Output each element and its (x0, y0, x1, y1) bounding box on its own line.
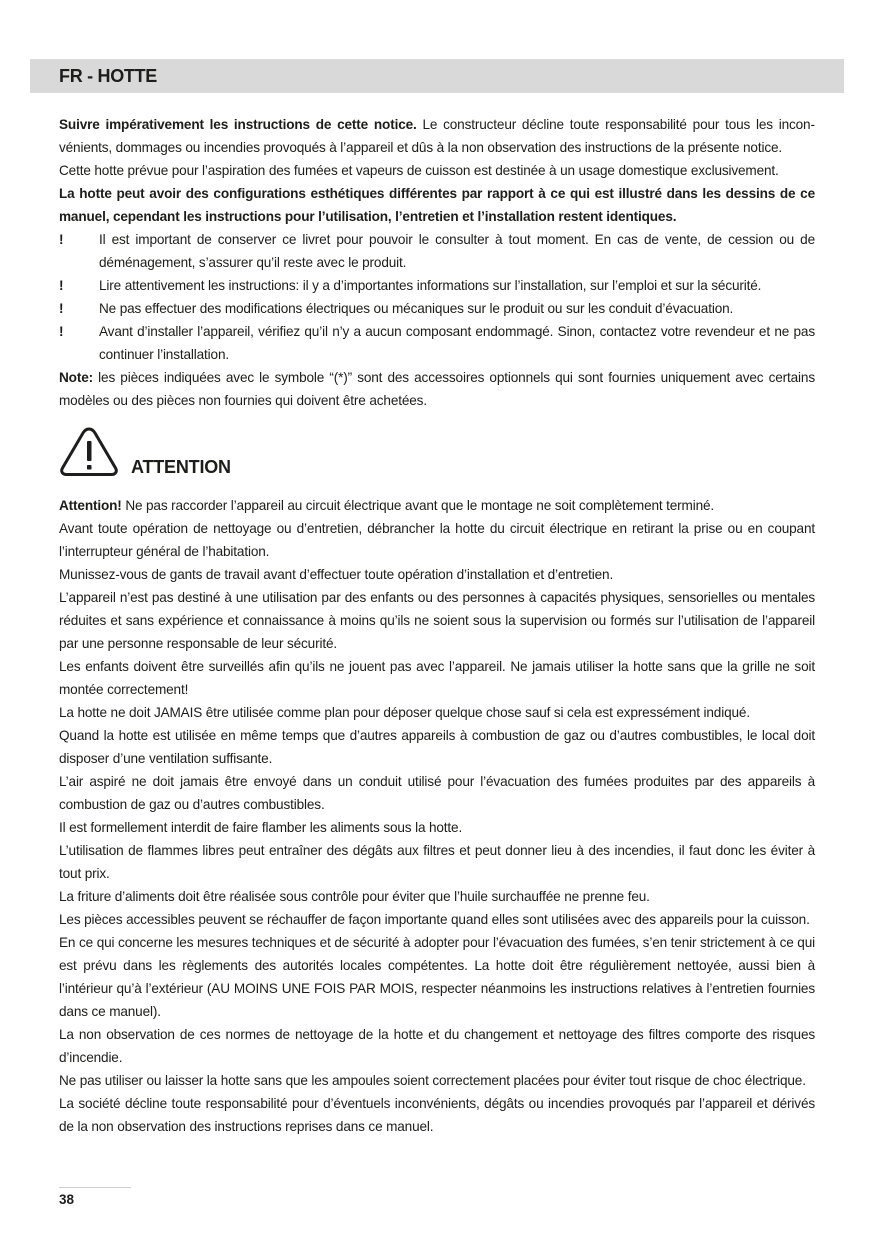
warning-text: Ne pas effectuer des modifications électriques ou mécaniques sur le produit ou sur les conduit d’évacuation. (99, 301, 734, 316)
exclamation-icon: ! (59, 324, 64, 339)
attention-paragraph: Quand la hotte est utilisée en même temps que d’autres appareils à combustion de gaz ou d’autres combustibles, le local doit disposer d’une ventilation suffisante. (59, 728, 815, 766)
exclamation-icon: ! (59, 278, 64, 293)
attention-paragraph: Avant toute opération de nettoyage ou d’entretien, débrancher la hotte du circuit électrique en retirant la prise ou en coupant l’interrupteur général de l’habitation. (59, 521, 815, 559)
attention-paragraph: Munissez-vous de gants de travail avant d’effectuer toute opération d’installation et d’entretien. (59, 567, 614, 582)
usage-paragraph: Cette hotte prévue pour l’aspiration des fumées et vapeurs de cuisson est destinée à un usage domestique exclusivement. (59, 163, 779, 178)
exclamation-icon: ! (59, 232, 64, 247)
attention-heading (59, 425, 815, 494)
attention-label: Attention! (59, 498, 122, 513)
footer-divider (59, 1187, 131, 1188)
warning-item (59, 228, 815, 274)
attention-paragraph: La hotte ne doit JAMAIS être utilisée comme plan pour déposer quelque chose sauf si cela est expressément indiqué. (59, 705, 750, 720)
attention-paragraph: Ne pas utiliser ou laisser la hotte sans que les ampoules soient correctement placées pour éviter tout risque de choc électrique. (59, 1073, 806, 1088)
attention-paragraph: La société décline toute responsabilité pour d’éventuels inconvénients, dégâts ou incendies provoqués par l’appareil et dérivés de la non observation des instructions reprises dans ce manuel. (59, 1096, 815, 1134)
attention-paragraph: Les pièces accessibles peuvent se réchauffer de façon importante quand elles sont utilisées avec des appareils pour la cuisson. (59, 912, 810, 927)
warning-item (59, 297, 815, 320)
attention-paragraph: L’air aspiré ne doit jamais être envoyé dans un conduit utilisé pour l’évacuation des fumées produites par des appareils à combustion de gaz ou d’autres combustibles. (59, 774, 815, 812)
warning-item (59, 274, 815, 297)
attention-paragraph: La non observation de ces normes de nettoyage de la hotte et du changement et nettoyage des filtres comporte des risques d’incendie. (59, 1027, 815, 1065)
note-paragraph (59, 366, 815, 412)
intro-paragraph (59, 113, 815, 159)
exclamation-icon: ! (59, 301, 64, 316)
attention-paragraph: Les enfants doivent être surveillés afin qu’ils ne jouent pas avec l’appareil. Ne jamais utiliser la hotte sans que la grille ne soit montée correctement! (59, 659, 815, 697)
section-title: FR - HOTTE (59, 66, 157, 86)
attention-paragraph: En ce qui concerne les mesures techniques et de sécurité à adopter pour l’évacuation des fumées, s’en tenir strictement à ce qui est prévu dans les règlements des autorités locales compétentes. La hotte doit être régulièrement nettoyée, aussi bien à l’intérieur qu’à l’extérieur (AU MOINS UNE FOIS PAR MOIS, respecter néanmoins les instructions relatives à l’entretien fournies dans ce manuel). (59, 935, 815, 1019)
warning-triangle-icon (59, 425, 119, 477)
section-header-bar (30, 59, 844, 93)
page-number: 38 (59, 1192, 75, 1207)
attention-paragraph: La friture d’aliments doit être réalisée sous contrôle pour éviter que l’huile surchauffée ne prenne feu. (59, 889, 650, 904)
intro-lead-bold: Suivre impérativement les instructions de cette notice. (59, 117, 417, 132)
document-body (59, 113, 815, 1138)
warning-text: Il est important de conserver ce livret pour pouvoir le consulter à tout moment. En cas de vente, de cession ou de déménagement, s’assurer qu’il reste avec le produit. (99, 232, 815, 270)
note-label: Note: (59, 370, 93, 385)
attention-title: ATTENTION (131, 457, 231, 477)
attention-first-text: Ne pas raccorder l’appareil au circuit électrique avant que le montage ne soit complètement terminé. (121, 498, 715, 513)
warning-text: Lire attentivement les instructions: il y a d’importantes informations sur l’installation, sur l’emploi et sur la sécurité. (99, 278, 762, 293)
note-text: les pièces indiquées avec le symbole “(*)” sont des accessoires optionnels qui sont fournies uniquement avec certains modèles ou des pièces non fournies qui doivent être achetées. (59, 370, 815, 408)
configuration-notice: La hotte peut avoir des configurations esthétiques différentes par rapport à ce qui est illustré dans les dessins de ce manuel, cependant les instructions pour l’utilisation, l’entretien et l’installation restent identiques. (59, 186, 815, 224)
attention-paragraph: L’appareil n’est pas destiné à une utilisation par des enfants ou des personnes à capacités physiques, sensorielles ou mentales réduites et sans expérience et connaissance à moins qu’ils ne soient sous la supervision ou formés sur l’utilisation de l’appareil par une personne responsable de leur sécurité. (59, 590, 815, 651)
attention-first-paragraph (59, 494, 815, 517)
warning-text: Avant d’installer l’appareil, vérifiez qu’il n’y a aucun composant endommagé. Sinon, contactez votre revendeur et ne pas continuer l’installation. (99, 324, 815, 362)
warning-item (59, 320, 815, 366)
intro-lead-text: Le constructeur décline toute responsabilité pour tous les inconvénients, dommages ou incendies provoqués à l’appareil et dûs à la non observation des instructions de la présente notice. (59, 117, 815, 155)
attention-paragraph: L’utilisation de flammes libres peut entraîner des dégâts aux filtres et peut donner lieu à des incendies, il faut donc les éviter à tout prix. (59, 843, 815, 881)
attention-paragraph: Il est formellement interdit de faire flamber les aliments sous la hotte. (59, 820, 463, 835)
